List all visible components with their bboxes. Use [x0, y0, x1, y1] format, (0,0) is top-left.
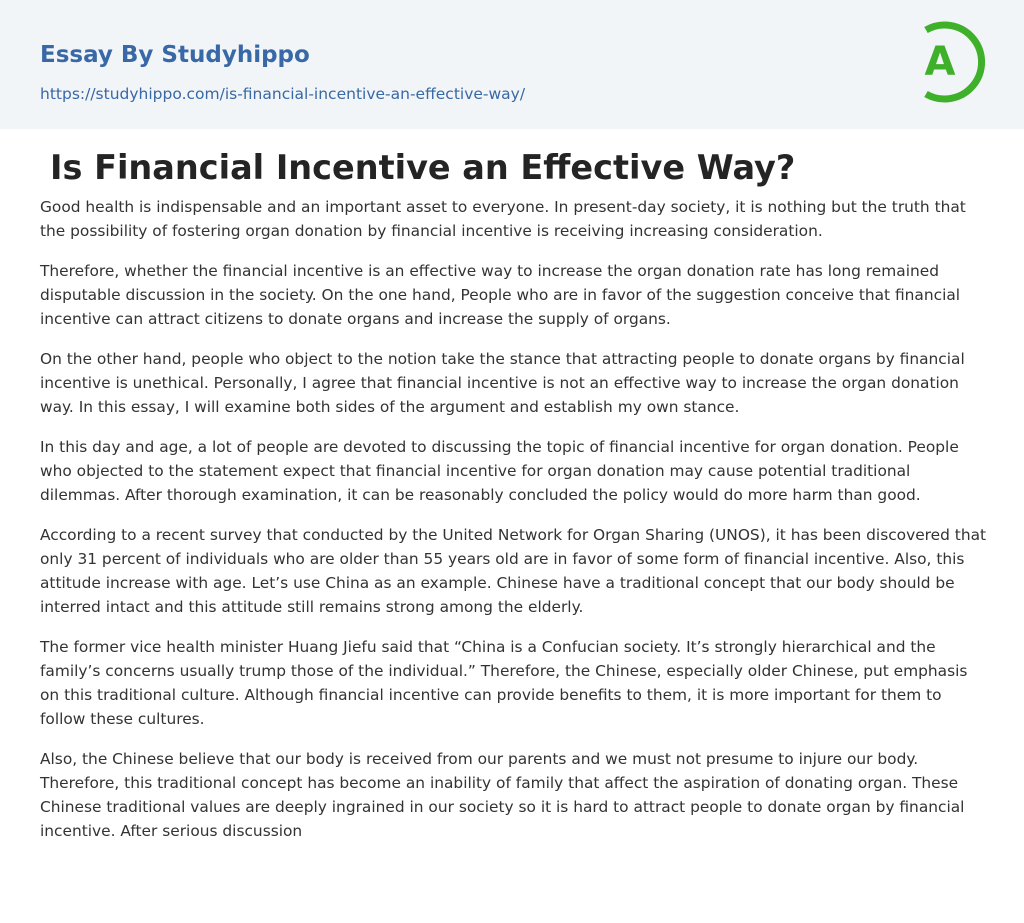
essay-body: [40, 195, 990, 859]
essay-paragraph: According to a recent survey that conducted by the United Network for Organ Sharing (UNOS), it has been discovered that only 31 percent of individuals who are older than 55 years old are in favor of some form of financial incentive. Also, this attitude increase with age. Let’s use China as an example. Chinese have a traditional concept that our body should be interred intact and this attitude still remains strong among the elderly.: [40, 526, 987, 616]
source-url-link[interactable]: https://studyhippo.com/is-financial-incentive-an-effective-way/: [40, 85, 526, 103]
essay-paragraph: Good health is indispensable and an important asset to everyone. In present-day society, it is nothing but the truth that the possibility of fostering organ donation by financial incentive is receiving increasing consideration.: [40, 198, 966, 240]
essay-paragraph: Also, the Chinese believe that our body is received from our parents and we must not presume to injure our body. Therefore, this traditional concept has become an inability of family that affect the aspiration of donating organ. These Chinese traditional values are deeply ingrained in our society so it is hard to attract people to donate organ by financial incentive. After serious discussion: [40, 750, 965, 840]
studyhippo-logo-icon[interactable]: [912, 18, 986, 106]
essay-paragraph: Therefore, whether the financial incentive is an effective way to increase the organ donation rate has long remained disputable discussion in the society. On the one hand, People who are in favor of the suggestion conceive that financial incentive can attract citizens to donate organs and increase the supply of organs.: [40, 262, 961, 328]
brand-title: Essay By Studyhippo: [40, 42, 310, 68]
logo-letter: A: [924, 39, 956, 85]
essay-paragraph: In this day and age, a lot of people are devoted to discussing the topic of financial incentive for organ donation. People who objected to the statement expect that financial incentive for organ donation may cause potential traditional dilemmas. After thorough examination, it can be reasonably concluded the policy would do more harm than good.: [40, 438, 959, 504]
page-title: Is Financial Incentive an Effective Way?: [50, 148, 796, 187]
essay-paragraph: The former vice health minister Huang Jiefu said that “China is a Confucian society. It’s strongly hierarchical and the family’s concerns usually trump those of the individual.” Therefore, the Chinese, especially older Chinese, put emphasis on this traditional culture. Although financial incentive can provide benefits to them, it is more important for them to follow these cultures.: [40, 638, 968, 728]
site-header: [0, 0, 1024, 129]
essay-paragraph: On the other hand, people who object to the notion take the stance that attracting people to donate organs by financial incentive is unethical. Personally, I agree that financial incentive is not an effective way to increase the organ donation way. In this essay, I will examine both sides of the argument and establish my own stance.: [40, 350, 965, 416]
